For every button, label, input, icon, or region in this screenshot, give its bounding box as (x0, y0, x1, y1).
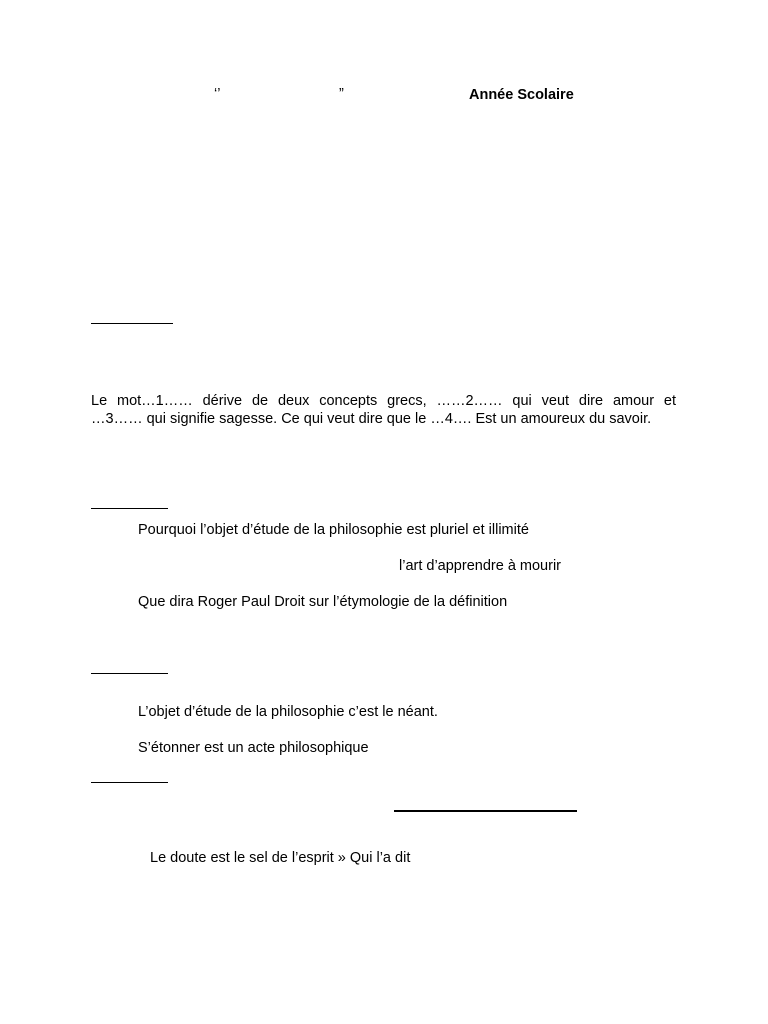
quote-question: Le doute est le sel de l’esprit » Qui l’a dit (150, 850, 411, 866)
fill-in-paragraph (91, 392, 676, 428)
header-open-quote: ‘’ (214, 86, 221, 102)
question-item: Que dira Roger Paul Droit sur l’étymologie de la définition (138, 594, 508, 610)
section-1-rule (91, 323, 173, 324)
section-4-rule (91, 782, 168, 783)
paragraph-line-1: Le mot…1…… dérive de deux concepts grecs, ……2…… qui veut dire amour et (91, 393, 676, 409)
school-year-label: Année Scolaire (469, 87, 574, 103)
answer-line (394, 810, 577, 812)
question-item: Pourquoi l’objet d’étude de la philosophie est pluriel et illimité (138, 522, 529, 538)
statement-item: S’étonner est un acte philosophique (138, 740, 369, 756)
statement-item: L’objet d’étude de la philosophie c’est le néant. (138, 704, 438, 720)
paragraph-line-2: …3…… qui signifie sagesse. Ce qui veut dire que le …4…. Est un amoureux du savoir. (91, 411, 652, 427)
section-3-rule (91, 673, 168, 674)
question-item: l’art d’apprendre à mourir (399, 558, 561, 574)
section-2-rule (91, 508, 168, 509)
header-close-quote: ” (339, 86, 344, 102)
